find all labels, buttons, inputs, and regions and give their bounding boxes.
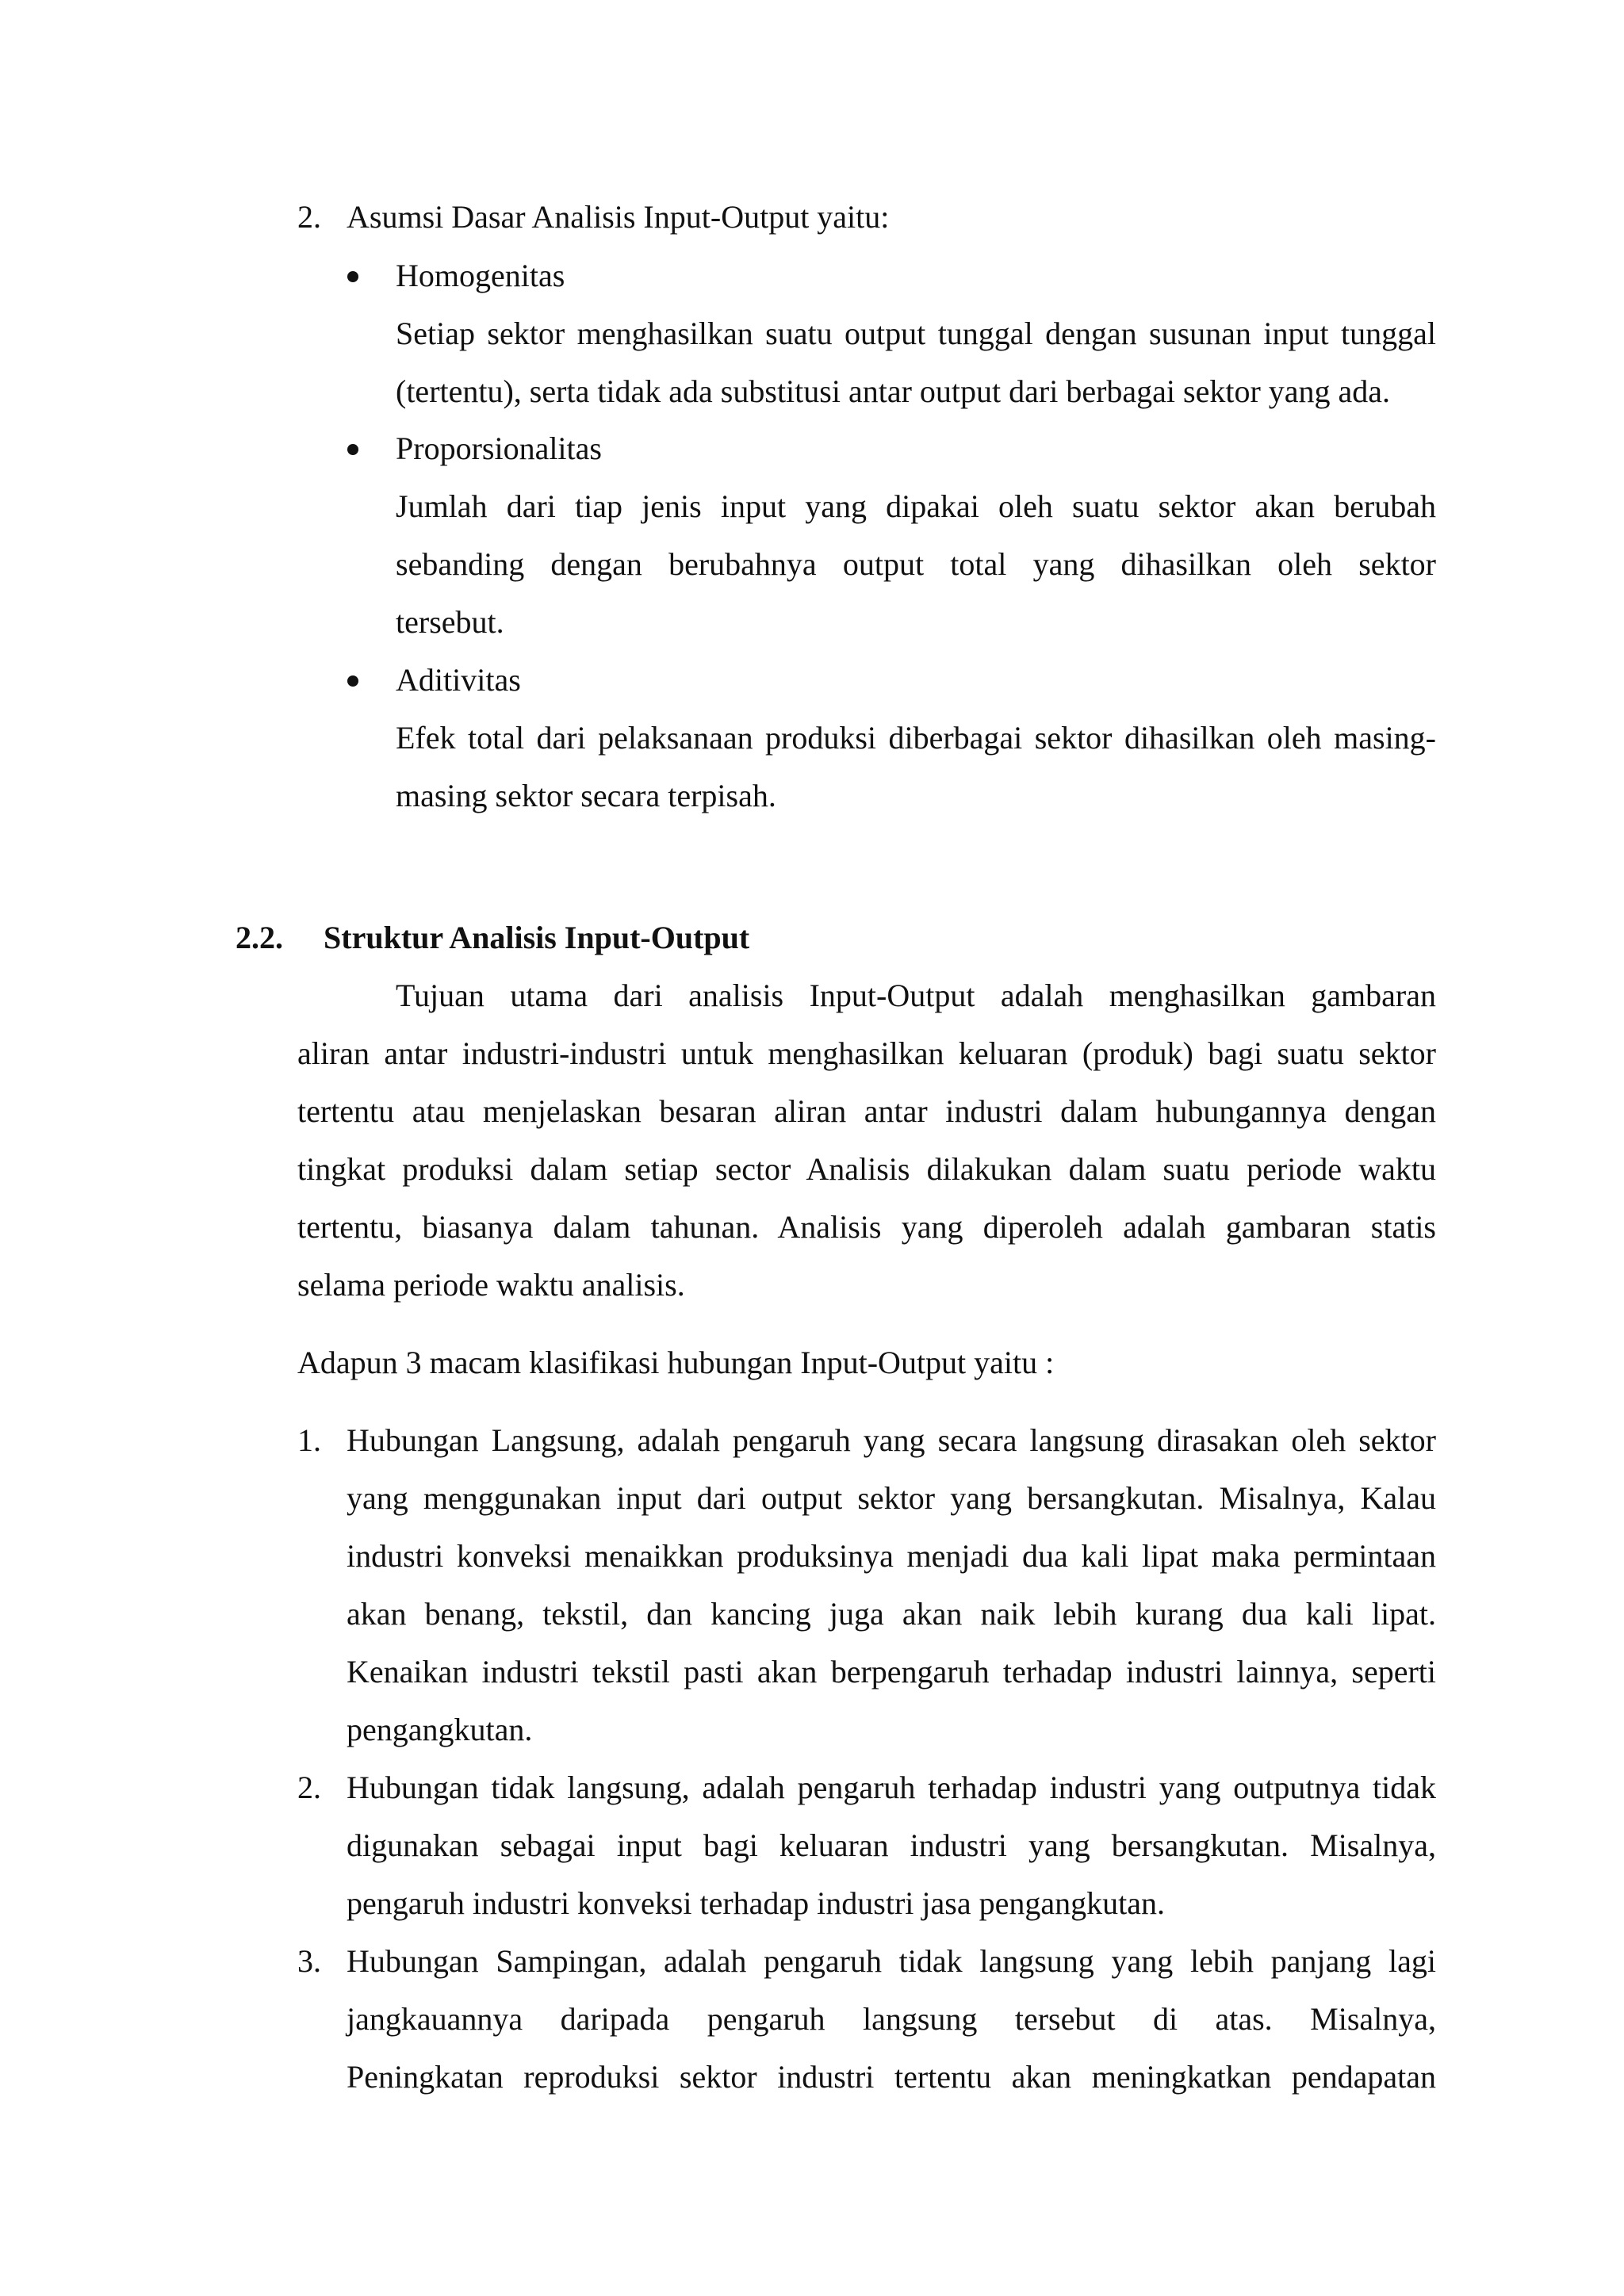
list-text-line: Hubungan tidak langsung, adalah pengaruh terhadap industri yang outputnya tidak xyxy=(347,1770,1436,1805)
list-text-line: jangkauannya daripada pengaruh langsung tersebut di atas. Misalnya, xyxy=(347,2001,1436,2037)
list-text-line: Hubungan Sampingan, adalah pengaruh tidak langsung yang lebih panjang lagi xyxy=(347,1943,1436,1979)
paragraph-line: aliran antar industri-industri untuk menghasilkan keluaran (produk) bagi suatu sektor xyxy=(297,1035,1436,1071)
list-text-line: pengaruh industri konveksi terhadap industri jasa pengangkutan. xyxy=(347,1885,1165,1921)
bullet-text-line: Jumlah dari tiap jenis input yang dipakai oleh suatu sektor akan berubah xyxy=(396,488,1436,524)
list-text-line: industri konveksi menaikkan produksinya menjadi dua kali lipat maka permintaan xyxy=(347,1538,1436,1574)
list-text-line: yang menggunakan input dari output sektor yang bersangkutan. Misalnya, Kalau xyxy=(347,1480,1436,1516)
bullet-icon xyxy=(347,444,358,455)
bullet-icon xyxy=(347,271,358,282)
list-number: 2. xyxy=(297,1770,321,1805)
list-text-line: akan benang, tekstil, dan kancing juga akan naik lebih kurang dua kali lipat. xyxy=(347,1596,1436,1632)
list-text-line: pengangkutan. xyxy=(347,1712,533,1747)
section-number: 2.2. xyxy=(236,920,283,955)
paragraph-line: tingkat produksi dalam setiap sector Analisis dilakukan dalam suatu periode waktu xyxy=(297,1151,1436,1187)
bullet-text-line: sebanding dengan berubahnya output total yang dihasilkan oleh sektor xyxy=(396,546,1436,582)
paragraph-line: Tujuan utama dari analisis Input-Output adalah menghasilkan gambaran xyxy=(396,978,1436,1013)
paragraph-line: Adapun 3 macam klasifikasi hubungan Input-Output yaitu : xyxy=(297,1345,1055,1380)
bullet-title: Proporsionalitas xyxy=(396,430,602,466)
bullet-text-line: Setiap sektor menghasilkan suatu output tunggal dengan susunan input tunggal xyxy=(396,316,1436,351)
bullet-text-line: (tertentu), serta tidak ada substitusi antar output dari berbagai sektor yang ada. xyxy=(396,373,1391,409)
list-text-line: Hubungan Langsung, adalah pengaruh yang secara langsung dirasakan oleh sektor xyxy=(347,1422,1436,1458)
list-text-line: Peningkatan reproduksi sektor industri tertentu akan meningkatkan pendapatan xyxy=(347,2059,1436,2095)
bullet-title: Homogenitas xyxy=(396,258,565,293)
list-item-title: Asumsi Dasar Analisis Input-Output yaitu: xyxy=(347,199,890,235)
paragraph-line: tertentu, biasanya dalam tahunan. Analisis yang diperoleh adalah gambaran statis xyxy=(297,1209,1436,1245)
list-number: 1. xyxy=(297,1422,321,1458)
bullet-text-line: Efek total dari pelaksanaan produksi diberbagai sektor dihasilkan oleh masing- xyxy=(396,720,1436,756)
bullet-title: Aditivitas xyxy=(396,662,521,698)
bullet-icon xyxy=(347,675,358,687)
paragraph-line: selama periode waktu analisis. xyxy=(297,1267,685,1303)
list-number: 2. xyxy=(297,199,321,235)
list-number: 3. xyxy=(297,1943,321,1979)
list-text-line: Kenaikan industri tekstil pasti akan berpengaruh terhadap industri lainnya, seperti xyxy=(347,1654,1436,1689)
paragraph-line: tertentu atau menjelaskan besaran aliran antar industri dalam hubungannya dengan xyxy=(297,1093,1436,1129)
section-heading: Struktur Analisis Input-Output xyxy=(324,920,750,955)
list-text-line: digunakan sebagai input bagi keluaran industri yang bersangkutan. Misalnya, xyxy=(347,1827,1436,1863)
bullet-text-line: tersebut. xyxy=(396,604,504,640)
bullet-text-line: masing sektor secara terpisah. xyxy=(396,778,776,813)
